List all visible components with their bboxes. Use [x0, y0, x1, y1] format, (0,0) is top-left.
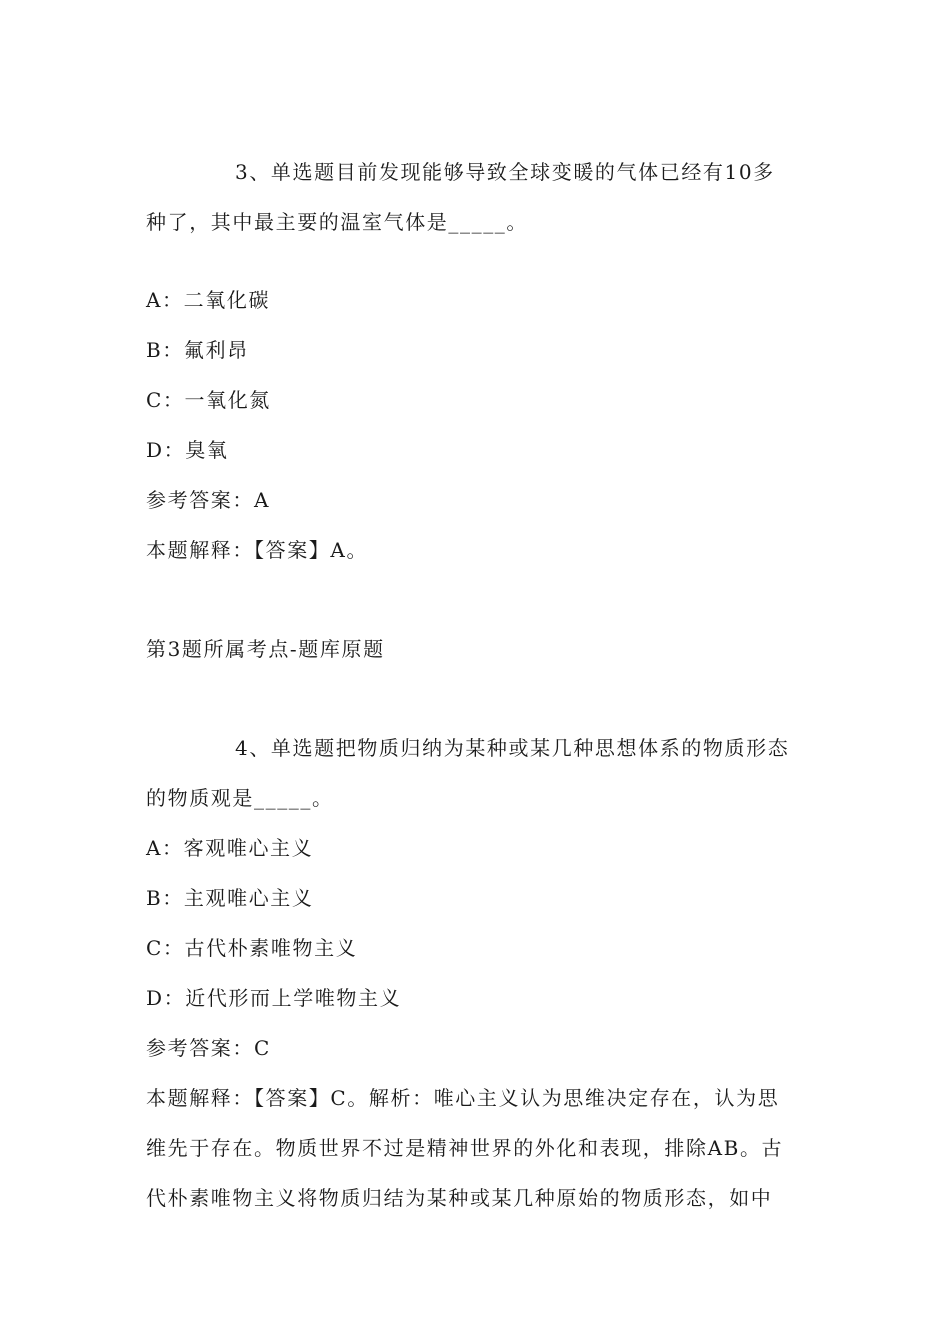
question-4-explanation-line-2: 维先于存在。物质世界不过是精神世界的外化和表现，排除AB。古 — [146, 1136, 784, 1160]
question-4-stem-line-1: 4、单选题把物质归纳为某种或某几种思想体系的物质形态 — [235, 736, 790, 760]
question-4-explanation-line-3: 代朴素唯物主义将物质归结为某种或某几种原始的物质形态，如中 — [146, 1186, 773, 1210]
question-4-option-c: C：古代朴素唯物主义 — [146, 936, 358, 960]
question-4-option-b: B：主观唯心主义 — [146, 886, 314, 910]
question-4-explanation-line-1: 本题解释：【答案】C。解析：唯心主义认为思维决定存在，认为思 — [146, 1086, 780, 1110]
question-3-stem-line-1: 3、单选题目前发现能够导致全球变暖的气体已经有10多 — [235, 160, 775, 184]
question-4-option-a: A：客观唯心主义 — [146, 836, 314, 860]
question-3-topic: 第3题所属考点-题库原题 — [146, 637, 385, 661]
question-3-answer: 参考答案：A — [146, 488, 271, 512]
question-4-stem-line-2: 的物质观是_____。 — [146, 786, 334, 810]
question-3-option-a: A：二氧化碳 — [146, 288, 271, 312]
question-3-option-b: B：氟利昂 — [146, 338, 249, 362]
question-3-stem-line-2: 种了，其中最主要的温室气体是_____。 — [146, 210, 528, 234]
question-3-option-d: D：臭氧 — [146, 438, 229, 462]
question-3-explanation: 本题解释：【答案】A。 — [146, 538, 369, 562]
question-4-answer: 参考答案：C — [146, 1036, 271, 1060]
question-3-option-c: C：一氧化氮 — [146, 388, 271, 412]
question-4-option-d: D：近代形而上学唯物主义 — [146, 986, 402, 1010]
